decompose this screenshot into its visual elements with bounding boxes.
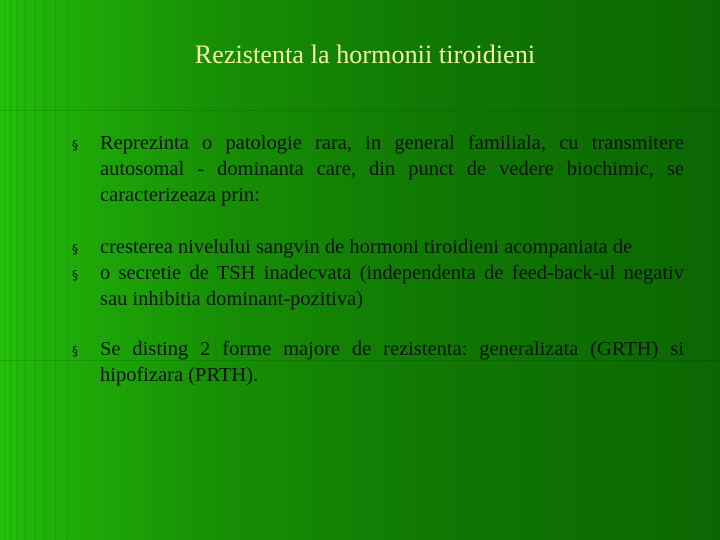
background-stripe <box>67 0 68 540</box>
bullet-item <box>72 336 684 388</box>
bullet-item <box>72 234 684 260</box>
background-stripe <box>44 0 45 540</box>
bullet-item <box>72 130 684 208</box>
background-rule <box>0 110 720 111</box>
background-stripe <box>10 0 11 540</box>
bullet-marker-icon: § <box>72 242 78 256</box>
bullet-marker-icon: § <box>72 138 78 152</box>
bullet-marker-icon: § <box>72 344 78 358</box>
bullet-text: Se disting 2 forme majore de rezistenta: generalizata (GRTH) si hipofizara (PRTH). <box>100 338 684 386</box>
bullet-marker-icon: § <box>72 268 78 282</box>
background-stripe <box>55 0 56 540</box>
background-stripe <box>17 0 18 540</box>
bullet-text: Reprezinta o patologie rara, in general familiala, cu transmitere autosomal - dominanta care, din punct de vedere biochimic, se caracterizeaza prin: <box>100 132 684 206</box>
bullet-text: o secretie de TSH inadecvata (independenta de feed-back-ul negativ sau inhibitia dominant-pozitiva) <box>100 262 684 310</box>
background-stripe <box>4 0 5 540</box>
bullet-item <box>72 260 684 312</box>
slide-title: Rezistenta la hormonii tiroidieni <box>194 40 536 69</box>
background-stripe <box>34 0 35 540</box>
bullet-text: cresterea nivelului sangvin de hormoni tiroidieni acompaniata de <box>100 236 633 258</box>
background-stripe <box>25 0 26 540</box>
bullet-list <box>72 130 684 388</box>
